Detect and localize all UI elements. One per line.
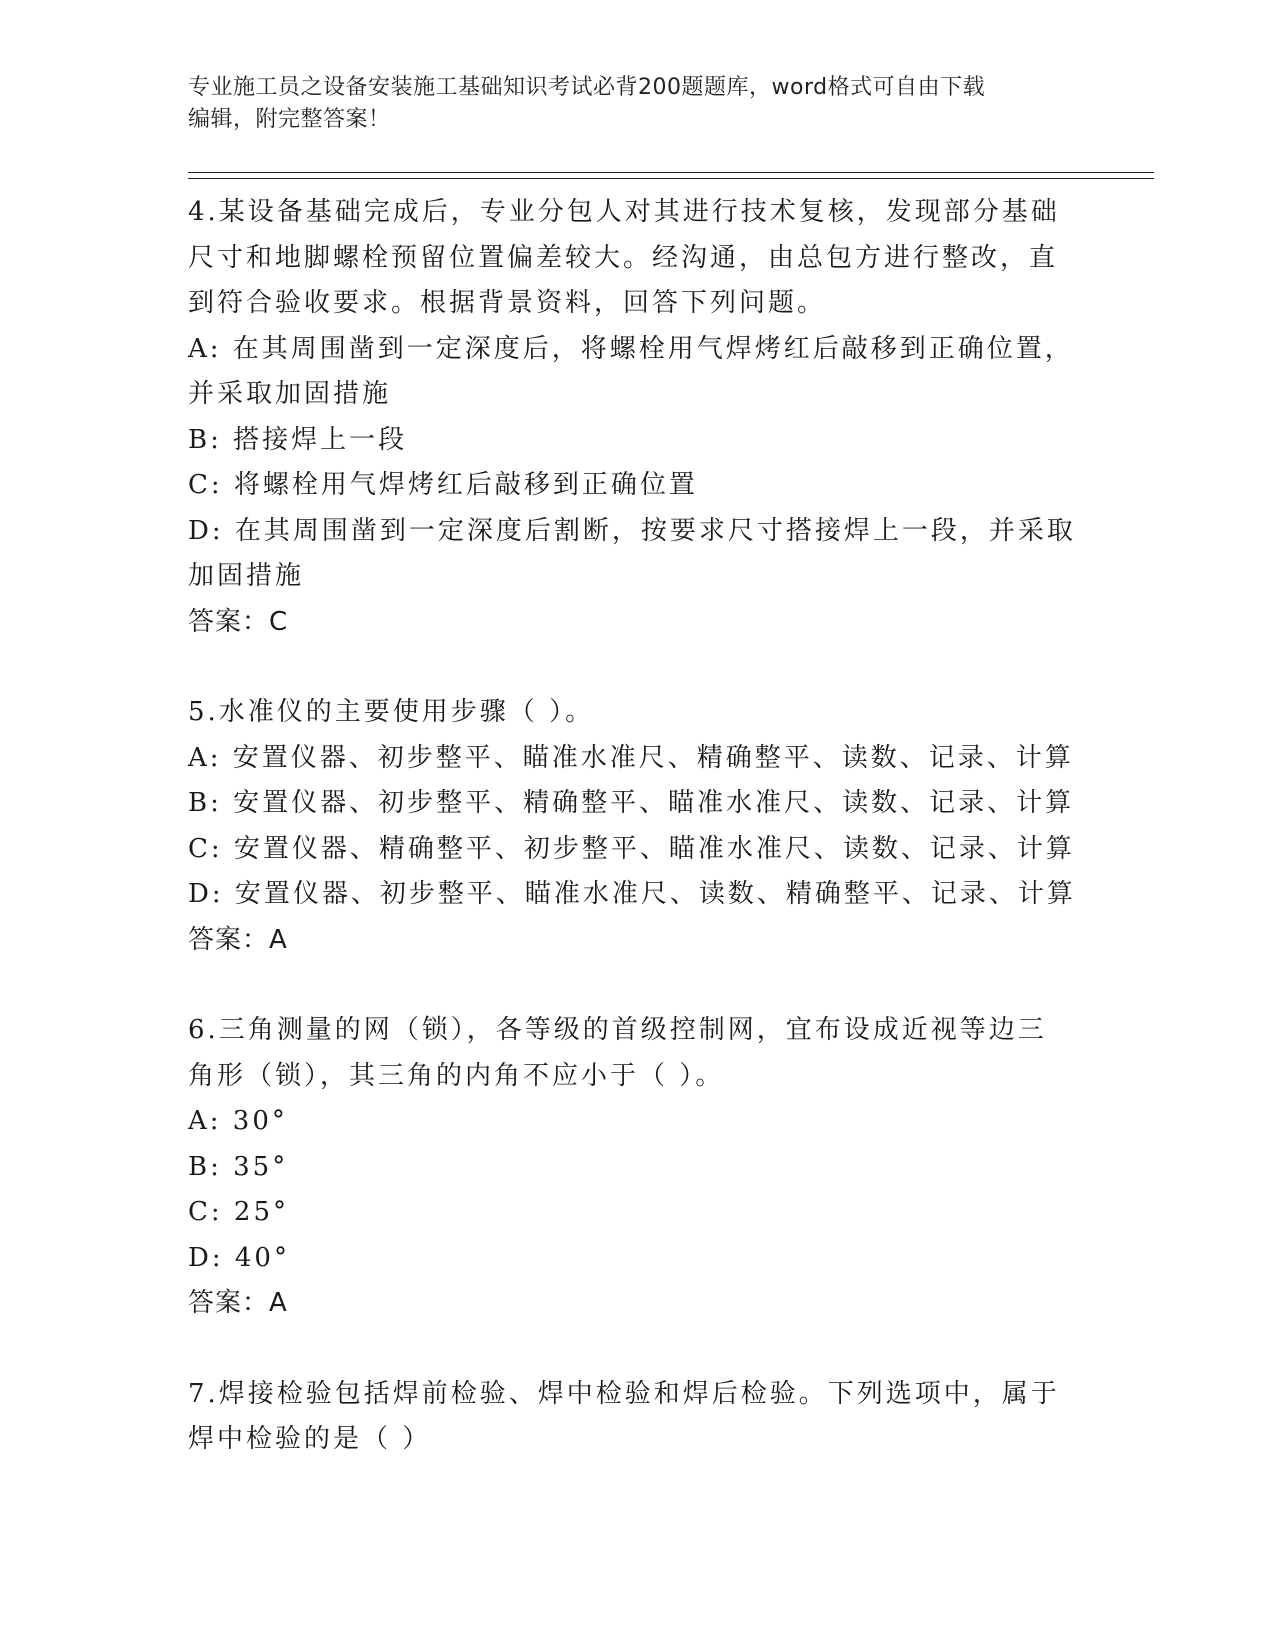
question-stem-line: 5.水准仪的主要使用步骤（ ）。 [188,697,595,727]
document-header [188,72,1068,136]
answer-label: 答案：A [188,1288,288,1318]
option-a-line: A: 在其周围凿到一定深度后，将螺栓用气焊烤红后敲移到正确位置， [188,333,1074,364]
question-block-7 [188,1372,1088,1463]
header-line-1: 专业施工员之设备安装施工基础知识考试必背200题题库，word格式可自由下载 [188,75,986,100]
question-list [188,190,1088,1463]
header-line-2: 编辑，附完整答案！ [188,107,391,132]
question-block-4 [188,190,1088,645]
option-b-line: B: 搭接焊上一段 [188,424,408,455]
question-block-6 [188,1008,1088,1327]
option-a-line: 并采取加固措施 [188,379,392,409]
question-stem-line: 焊中检验的是（ ） [188,1424,432,1454]
question-block-5 [188,690,1088,963]
option-c-line: C: 将螺栓用气焊烤红后敲移到正确位置 [188,470,698,500]
question-stem-line: 角形（锁），其三角的内角不应小于（ ）。 [188,1060,725,1091]
option-d-line: D: 40° [188,1242,290,1273]
question-stem-line: 4.某设备基础完成后，专业分包人对其进行技术复核，发现部分基础 [188,197,1060,227]
option-c-line: C: 安置仪器、精确整平、初步整平、瞄准水准尺、读数、记录、计算 [188,833,1075,864]
option-a-line: A: 安置仪器、初步整平、瞄准水准尺、精确整平、读数、记录、计算 [188,742,1074,773]
header-divider-bottom [188,178,1154,179]
question-stem-line: 尺寸和地脚螺栓预留位置偏差较大。经沟通，由总包方进行整改，直 [188,242,1059,273]
option-b-line: B: 安置仪器、初步整平、精确整平、瞄准水准尺、读数、记录、计算 [188,788,1075,818]
answer-label: 答案：A [188,924,288,955]
option-d-line: D: 在其周围凿到一定深度后割断，按要求尺寸搭接焊上一段，并采取 [188,515,1076,546]
option-c-line: C: 25° [188,1197,290,1227]
header-divider-top [188,172,1154,173]
option-b-line: B: 35° [188,1151,289,1182]
answer-label: 答案：C [188,606,289,637]
option-d-line: D: 安置仪器、初步整平、瞄准水准尺、读数、精确整平、记录、计算 [188,879,1076,909]
question-stem-line: 7.焊接检验包括焊前检验、焊中检验和焊后检验。下列选项中，属于 [188,1378,1060,1409]
option-a-line: A: 30° [188,1106,288,1136]
question-stem-line: 6.三角测量的网（锁），各等级的首级控制网，宜布设成近视等边三 [188,1015,1047,1045]
option-d-line: 加固措施 [188,561,305,591]
question-stem-line: 到符合验收要求。根据背景资料，回答下列问题。 [188,288,827,318]
